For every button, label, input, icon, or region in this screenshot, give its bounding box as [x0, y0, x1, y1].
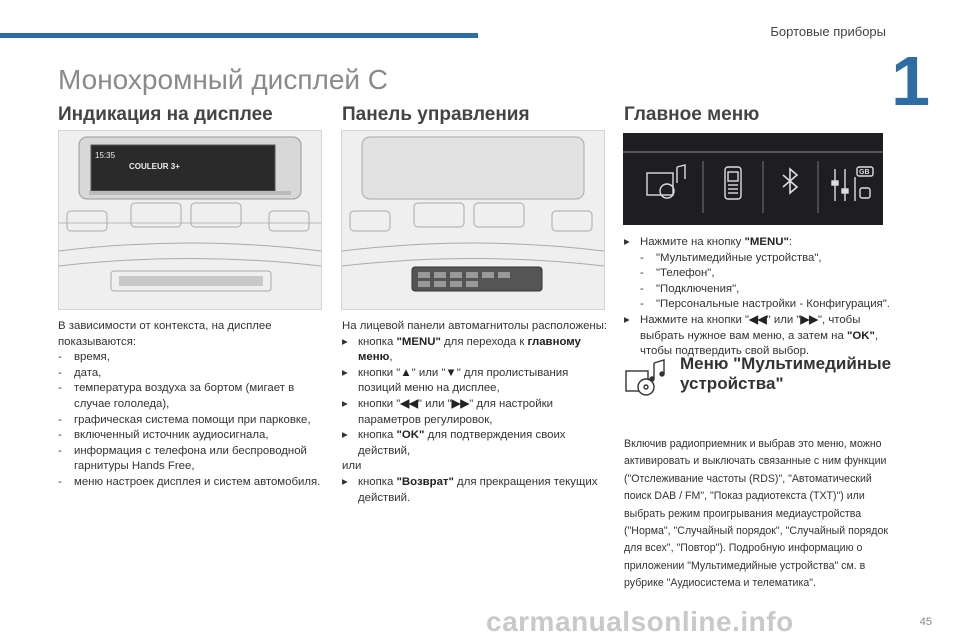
- main-menu-text: [624, 235, 894, 360]
- watermark: carmanualsonline.info: [486, 606, 794, 637]
- page-title: Монохромный дисплей С: [58, 64, 389, 95]
- display-text: [58, 319, 322, 491]
- list-item: ▸ кнопки "◀◀" или "▶▶" для настройки параметров регулировок,: [342, 397, 553, 426]
- list-item: - меню настроек дисплея и систем автомобиля.: [58, 475, 321, 488]
- section-label: Бортовые приборы: [770, 24, 886, 39]
- panel-text: [342, 319, 608, 506]
- list-item: - графическая система помощи при парковке,: [58, 413, 311, 426]
- display-intro: В зависимости от контекста, на дисплее показываются:: [58, 320, 272, 348]
- list-item: - "Персональные настройки - Конфигурация".: [640, 298, 890, 311]
- multimedia-description: Включив радиоприемник и выбрав это меню, можно активировать и выключать связанные с ним функции ("Отслеживание частоты (RDS)", "Автоматический поиск DAB / FM", "Показ радиотекста (TXT)") или выбрать режим проигрывания медиаустройства ("Норма", "Случайный порядок", "Случайный порядок для всех", "Повтор"). Подробную информацию о приложении "Мультимедийные устройства" см. в рубрике "Аудиосистема и телематика".: [624, 438, 888, 590]
- main-menu-screen: [623, 133, 883, 225]
- list-item: ▸ кнопка "OK" для подтверждения своих действий,: [342, 429, 566, 457]
- gb-badge: GB: [859, 169, 870, 176]
- list-item: ▸ кнопки "▲" или "▼" для пролистывания позиций меню на дисплее,: [342, 366, 569, 395]
- phone-icon: [725, 167, 741, 199]
- header-accent-bar: [0, 33, 478, 38]
- dashboard-display-illustration: [58, 130, 322, 310]
- panel-intro: На лицевой панели автомагнитолы расположены:: [342, 320, 608, 332]
- list-item: - включенный источник аудиосигнала,: [58, 429, 269, 442]
- screen-line: COULEUR 3+: [129, 162, 180, 171]
- multimedia-icon: [647, 165, 685, 198]
- multimedia-heading: Меню "Мультимедийные устройства": [680, 354, 892, 393]
- list-item: - "Мультимедийные устройства",: [640, 251, 822, 264]
- list-item: - температура воздуха за бортом (мигает в случае гололеда),: [58, 382, 295, 410]
- chapter-number: 1: [891, 42, 930, 120]
- list-item: - дата,: [58, 366, 102, 379]
- bluetooth-icon: [783, 169, 797, 193]
- list-item: - информация с телефона или беспроводной гарнитуры Hands Free,: [58, 444, 307, 473]
- list-item: - "Телефон",: [640, 267, 715, 280]
- screen-time: 15:35: [95, 151, 116, 160]
- main-menu-heading: Главное меню: [624, 104, 760, 125]
- list-item: - "Подключения",: [640, 282, 740, 295]
- page-number: 45: [919, 616, 932, 628]
- list-item: ▸ кнопка "Возврат" для прекращения текущих действий.: [342, 475, 598, 504]
- control-panel-illustration: [341, 130, 605, 310]
- list-item: ▸ Нажмите на кнопки "◀◀" или "▶▶", чтобы выбрать нужное вам меню, а затем на "OK", чтобы подтвердить свой выбор.: [624, 313, 879, 358]
- list-item: ▸ Нажмите на кнопку "MENU":: [624, 236, 793, 248]
- panel-or: или: [342, 460, 362, 473]
- panel-heading: Панель управления: [342, 104, 530, 125]
- list-item: ▸ кнопка "MENU" для перехода к главному меню,: [342, 335, 581, 364]
- display-heading: Индикация на дисплее: [58, 104, 273, 125]
- list-item: - время,: [58, 351, 110, 364]
- multimedia-section-icon: [624, 357, 668, 397]
